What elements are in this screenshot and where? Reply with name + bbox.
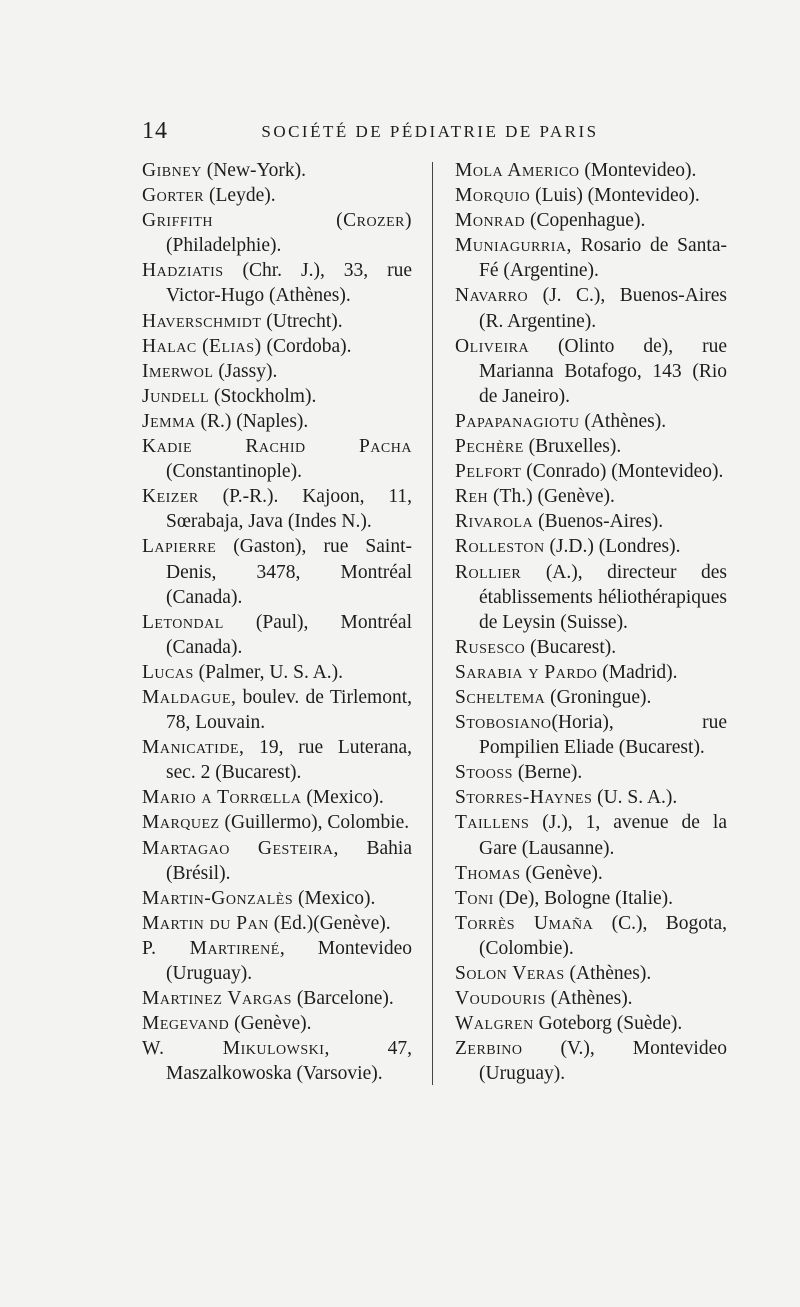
member-name: Halac (Elias)	[142, 335, 262, 357]
member-name: Sarabia y Pardo	[455, 661, 598, 683]
member-name: Reh	[455, 486, 489, 508]
member-details: (Bucarest).	[525, 636, 617, 658]
member-name: Navarro	[455, 285, 529, 307]
member-details: (Barcelone).	[291, 988, 394, 1010]
member-name: Rivarola	[455, 511, 534, 533]
member-entry	[455, 158, 727, 183]
member-entry	[455, 760, 727, 785]
member-details: (Montevideo).	[579, 160, 697, 181]
member-details: (Luis) (Montevideo).	[530, 185, 700, 207]
member-details: (Athènes).	[564, 963, 652, 984]
member-entry	[142, 334, 412, 359]
member-details: (J. C.), Buenos-Aires (R. Argentine).	[479, 285, 727, 332]
member-details: (Groningue).	[545, 686, 652, 708]
member-name: Jundell	[142, 385, 210, 407]
member-entry	[455, 710, 727, 760]
member-entry	[455, 785, 727, 810]
member-entry	[142, 158, 412, 183]
member-name: Marquez	[142, 812, 220, 834]
member-name: Walgren	[455, 1013, 534, 1035]
members-list-left-column	[142, 158, 412, 1086]
member-name: Rollier	[455, 561, 522, 583]
member-name: Morquio	[455, 185, 531, 207]
member-entry	[455, 986, 727, 1011]
member-entry	[455, 1011, 727, 1036]
member-name: W. Mikulowski,	[142, 1038, 330, 1060]
member-entry	[455, 334, 727, 409]
member-details: (Chr. J.), 33, rue Victor-Hugo (Athènes).	[166, 260, 412, 307]
member-name: Rusesco	[455, 636, 526, 658]
member-name: Papapanagiotu	[455, 410, 580, 432]
column-divider	[432, 162, 433, 1085]
member-name: Storres-Haynes	[455, 787, 593, 809]
member-details: (Paul), Montréal (Canada).	[166, 611, 412, 658]
member-details: (P.-R.). Kajoon, 11, Sœrabaja, Java (Indes N.).	[166, 486, 412, 533]
member-details: (Gaston), rue Saint-Denis, 3478, Montréal (Canada).	[166, 536, 412, 608]
member-name: Stobosiano	[455, 712, 552, 734]
member-name: Gibney	[142, 160, 202, 181]
running-head: SOCIÉTÉ DE PÉDIATRIE DE PARIS	[261, 122, 599, 141]
member-name: Megevand	[142, 1013, 230, 1035]
member-entry	[142, 785, 412, 810]
member-entry	[142, 534, 412, 609]
member-details: (A.), directeur des établissements héliothérapiques de Leysin (Suisse).	[479, 561, 727, 633]
member-details: (Buenos-Aires).	[533, 511, 664, 533]
member-entry	[455, 208, 727, 233]
member-name: Rolleston	[455, 536, 545, 558]
member-details: 47, Maszalkowoska (Varsovie).	[166, 1038, 412, 1085]
member-entry	[142, 208, 412, 258]
member-details: Montevideo (Uruguay).	[166, 937, 412, 984]
member-name: Taillens	[455, 812, 530, 834]
member-entry	[142, 183, 412, 208]
member-details: (Mexico).	[293, 887, 376, 909]
member-details: (R.) (Naples).	[195, 410, 309, 432]
member-name: Keizer	[142, 486, 199, 508]
member-entry	[455, 685, 727, 710]
member-name: Martin du Pan	[142, 912, 269, 934]
member-details: (Th.) (Genève).	[488, 486, 615, 508]
member-name: Manicatide,	[142, 737, 245, 759]
member-entry	[455, 283, 727, 333]
member-details: (Berne).	[512, 762, 583, 784]
member-entry	[142, 986, 412, 1011]
member-name: Griffith (Crozer)	[142, 210, 412, 232]
member-entry	[142, 1036, 412, 1086]
member-name: Oliveira	[455, 335, 530, 357]
member-name: Stooss	[455, 762, 513, 784]
member-name: Solon Veras	[455, 963, 565, 984]
member-entry	[455, 560, 727, 635]
member-entry	[142, 810, 412, 835]
member-entry	[142, 685, 412, 735]
member-name: Mola Americo	[455, 160, 580, 181]
member-entry	[142, 836, 412, 886]
member-name: Monrad	[455, 210, 526, 232]
member-entry	[142, 409, 412, 434]
member-name: Scheltema	[455, 686, 546, 708]
member-entry	[455, 434, 727, 459]
member-entry	[455, 1036, 727, 1086]
member-name: Lucas	[142, 661, 194, 683]
member-details: (Athènes).	[579, 410, 667, 432]
member-details: (J.D.) (Londres).	[544, 536, 681, 558]
member-entry	[142, 384, 412, 409]
member-entry	[455, 861, 727, 886]
member-details: (Olinto de), rue Marianna Botafogo, 143 (Rio de Janeiro).	[479, 335, 727, 407]
member-name: Martinez Vargas	[142, 988, 292, 1010]
member-details: (Copenhague).	[525, 210, 646, 232]
member-name: Thomas	[455, 862, 521, 884]
member-entry	[142, 610, 412, 660]
member-details: (Guillermo), Colombie.	[219, 812, 410, 834]
member-details: (Madrid).	[597, 661, 678, 683]
member-entry	[455, 183, 727, 208]
member-name: P. Martirené,	[142, 937, 286, 959]
members-list-right-column	[455, 158, 727, 1086]
member-entry	[142, 258, 412, 308]
member-name: Zerbino	[455, 1038, 523, 1060]
member-name: Imerwol	[142, 360, 214, 382]
member-entry	[142, 660, 412, 685]
member-name: Haverschmidt	[142, 310, 262, 332]
member-name: Martin-Gonzalès	[142, 887, 294, 909]
member-entry	[142, 911, 412, 936]
member-details: (V.), Montevideo (Uruguay).	[479, 1038, 727, 1085]
member-entry	[142, 359, 412, 384]
member-name: Torrès Umaña	[455, 912, 594, 934]
member-details: Bahia (Brésil).	[166, 837, 412, 884]
member-entry	[455, 810, 727, 860]
member-name: Hadziatis	[142, 260, 224, 282]
member-name: Gorter	[142, 185, 205, 207]
member-details: Goteborg (Suède).	[533, 1013, 683, 1035]
member-details: (C.), Bogota, (Colombie).	[479, 912, 727, 959]
member-details: boulev. de Tirlemont, 78, Louvain.	[166, 686, 412, 734]
member-entry	[455, 459, 727, 484]
member-details: (Cordoba).	[261, 335, 352, 357]
member-details: (Ed.)(Genève).	[268, 912, 391, 934]
member-details: (Bruxelles).	[523, 436, 622, 458]
member-details: (Leyde).	[204, 185, 276, 207]
member-details: (New-York).	[201, 160, 307, 181]
member-details: (Philadelphie).	[166, 235, 282, 257]
member-details: Rosario de Santa-Fé (Argentine).	[479, 235, 727, 282]
member-name: Muniagurria,	[455, 235, 572, 257]
member-details: (Horia), rue Pompilien Eliade (Bucarest).	[479, 712, 727, 759]
member-details: (Genève).	[229, 1013, 312, 1035]
member-entry	[455, 484, 727, 509]
member-entry	[142, 484, 412, 534]
member-name: Toni	[455, 887, 494, 909]
member-entry	[142, 886, 412, 911]
member-entry	[142, 1011, 412, 1036]
page-number: 14	[142, 118, 168, 144]
member-details: (De), Bologne (Italie).	[493, 887, 674, 909]
member-details: (U. S. A.).	[592, 787, 678, 809]
member-name: Martagao Gesteira,	[142, 837, 339, 859]
member-details: (Athènes).	[545, 988, 633, 1010]
member-entry	[455, 534, 727, 559]
member-entry	[455, 409, 727, 434]
member-details: (Constantinople).	[166, 461, 302, 483]
member-name: Pechère	[455, 436, 524, 458]
member-details: (Palmer, U. S. A.).	[193, 661, 344, 683]
member-entry	[142, 434, 412, 484]
member-details: (Stockholm).	[209, 385, 317, 407]
member-entry	[455, 886, 727, 911]
member-entry	[455, 911, 727, 961]
member-entry	[455, 509, 727, 534]
member-details: (Mexico).	[301, 787, 384, 809]
member-details: (Conrado) (Montevideo).	[521, 461, 724, 483]
member-details: (Utrecht).	[261, 310, 343, 332]
member-name: Voudouris	[455, 988, 546, 1010]
member-entry	[455, 961, 727, 986]
member-name: Jemma	[142, 410, 196, 432]
member-name: Pelfort	[455, 461, 522, 483]
member-name: Maldague,	[142, 686, 237, 708]
member-name: Lapierre	[142, 536, 217, 558]
member-name: Kadie Rachid Pacha	[142, 436, 412, 458]
member-entry	[455, 233, 727, 283]
member-entry	[455, 660, 727, 685]
member-name: Mario a Torrœlla	[142, 787, 302, 809]
member-details: (J.), 1, avenue de la Gare (Lausanne).	[479, 812, 727, 859]
member-entry	[142, 735, 412, 785]
member-details: 19, rue Luterana, sec. 2 (Bucarest).	[166, 737, 412, 784]
member-entry	[142, 309, 412, 334]
member-entry	[455, 635, 727, 660]
member-entry	[142, 936, 412, 986]
member-details: (Genève).	[520, 862, 603, 884]
member-name: Letondal	[142, 611, 224, 633]
member-details: (Jassy).	[213, 360, 278, 382]
